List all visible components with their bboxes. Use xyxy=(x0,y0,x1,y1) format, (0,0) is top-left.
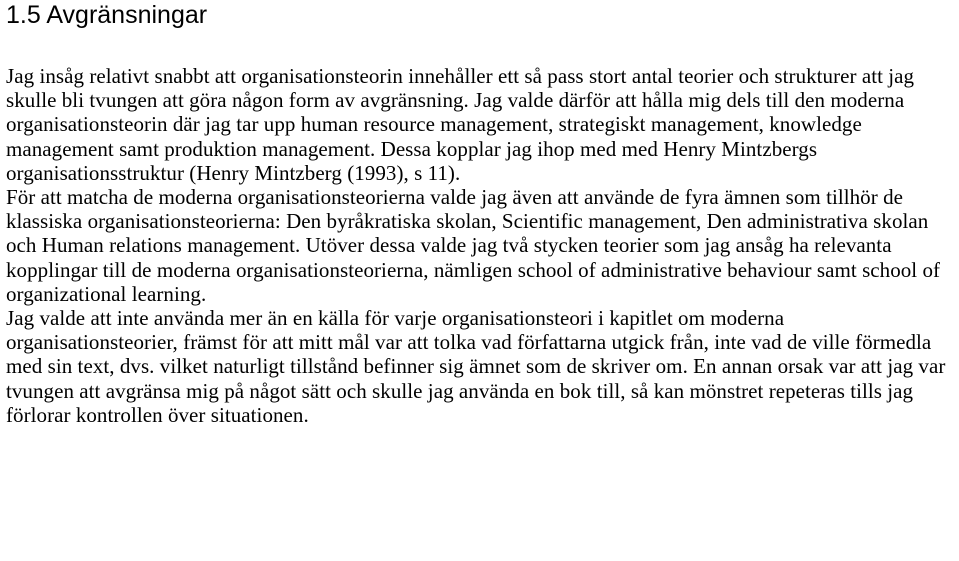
paragraph-classical-theories: För att matcha de moderna organisationsteorierna valde jag även att använde de fyra ämnen som tillhör de klassiska organisationsteorierna: Den byråkratiska skolan, Scientific management, Den administrativa skolan och Human relations management. Utöver dessa valde jag två stycken teorier som jag ansåg ha relevanta kopplingar till de moderna organisationsteorierna, nämligen school of administrative behaviour samt school of organizational learning. xyxy=(6,185,941,306)
section-heading: 1.5 Avgränsningar xyxy=(6,1,208,29)
section-body xyxy=(6,30,953,427)
paragraph-sources: Jag valde att inte använda mer än en källa för varje organisationsteori i kapitlet om moderna organisationsteorier, främst för att mitt mål var att tolka vad författarna utgick från, inte vad de ville förmedla med sin text, dvs. vilket naturligt tillstånd befinner sig ämnet som de skriver om. En annan orsak var att jag var tvungen att avgränsa mig på något sätt och skulle jag använda en bok till, så kan mönstret repeteras tills jag förlorar kontrollen över situationen. xyxy=(6,306,946,427)
paragraph-scope: Jag insåg relativt snabbt att organisationsteorin innehåller ett så pass stort antal teorier och strukturer att jag skulle bli tvungen att göra någon form av avgränsning. Jag valde därför att hålla mig dels till den moderna organisationsteorin där jag tar upp human resource management, strategiskt management, knowledge management samt produktion management. Dessa kopplar jag ihop med med Henry Mintzbergs organisationsstruktur (Henry Mintzberg (1993), s 11). xyxy=(6,64,915,185)
